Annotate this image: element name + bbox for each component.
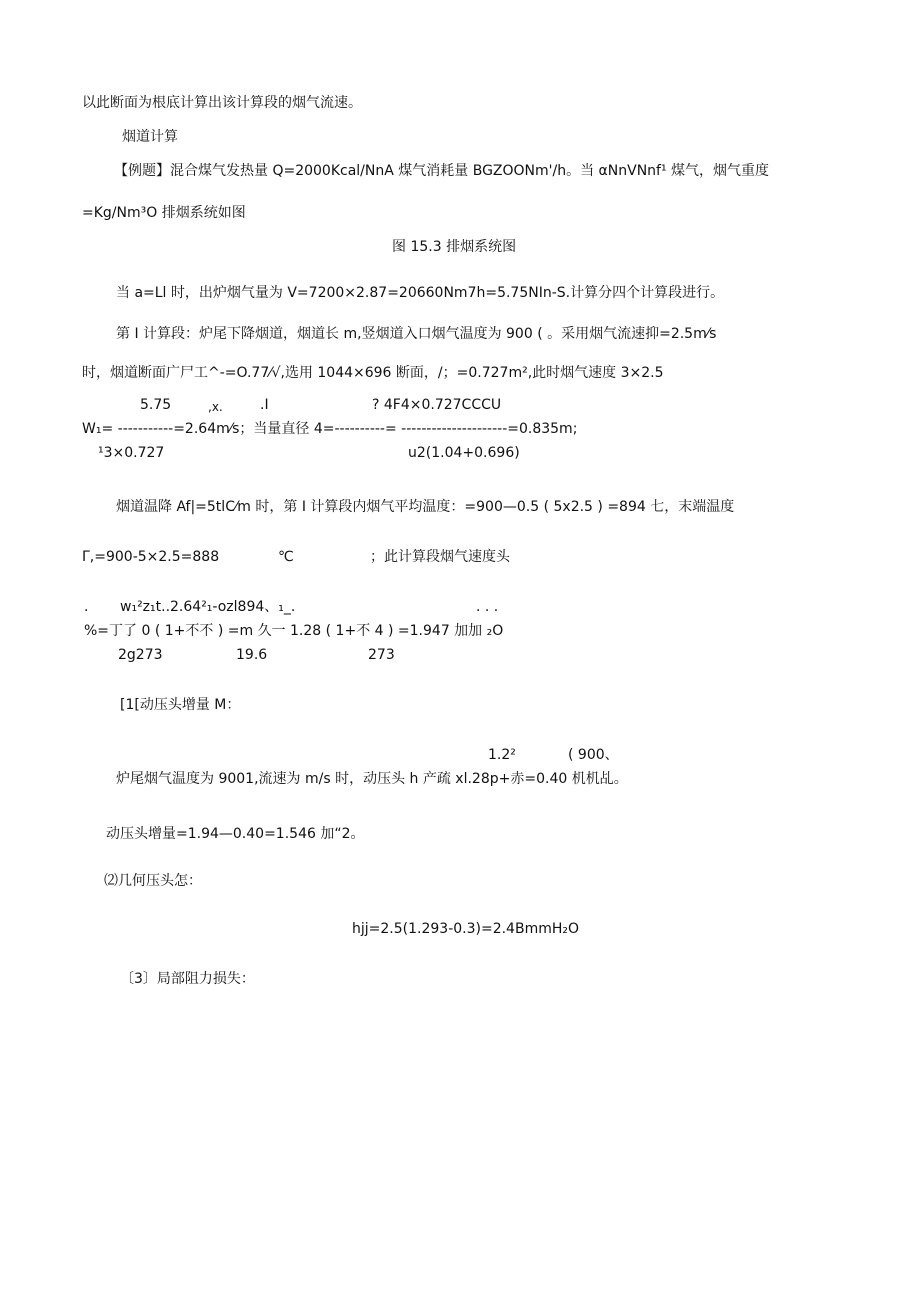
formula-fragment: . [84, 599, 89, 615]
example-line-2: =Kg/Nm³O 排烟系统如图 [82, 205, 246, 221]
paragraph-temperature-drop: 烟道温降 Af|=5tlC⁄m 时，第 I 计算段内烟气平均温度：=900—0.5 ( 5x2.5 ) =894 七，末端温度 [116, 499, 735, 515]
paragraph-section-1-cont: 时，烟道断面广尸工^-=O.77⁄√,选用 1044×696 断面，/；=0.727m²,此时烟气速度 3×2.5 [82, 365, 664, 381]
formula-denominator: 19.6 [236, 647, 268, 663]
formula-end-temp: Γ,=900-5×2.5=888 [82, 549, 220, 565]
unit-celsius: ℃ [278, 549, 294, 565]
subheading-dynamic-pressure: [1[动压头增量 M： [120, 697, 241, 713]
subheading-geometric-pressure: ⑵几何压头怎： [104, 873, 202, 889]
paragraph-gas-volume: 当 a=Ll 时，出炉烟气量为 V=7200×2.87=20660Nm7h=5.75NIn-S.计算分四个计算段进行。 [116, 285, 725, 301]
formula-numerator: ? 4F4×0.727CCCU [372, 397, 502, 413]
paragraph-intro: 以此断面为根底计算出该计算段的烟气流速。 [82, 95, 362, 111]
formula-numerator: w₁²z₁t..2.64²₁-ozl894、₁_. [120, 599, 296, 615]
formula-denominator: 273 [368, 647, 395, 663]
formula-denominator: 2g273 [118, 647, 163, 663]
formula-fragment: ,x. [208, 400, 223, 414]
paragraph-pressure-increment: 动压头增量=1.94—0.40=1.546 加“2。 [106, 826, 365, 842]
formula-denominator: u2(1.04+0.696) [408, 445, 520, 461]
formula-numerator: 5.75 [140, 397, 172, 413]
formula-denominator: ¹3×0.727 [98, 445, 165, 461]
formula-geometric-pressure: hjj=2.5(1.293-0.3)=2.4BmmH₂O [352, 921, 580, 937]
example-line-1: 【例题】混合煤气发热量 Q=2000Kcal/NnA 煤气消耗量 BGZOONm'/h。当 αNnVNnf¹ 煤气，烟气重度 [114, 163, 770, 179]
formula-fragment: ( 900、 [568, 747, 619, 763]
formula-main: %=丁了 0 ( 1+不不 ) =m 久一 1.28 ( 1+不 4 ) =1.947 加加 ₂O [84, 623, 504, 639]
paragraph-dynamic-pressure: 炉尾烟气温度为 9001,流速为 m/s 时，动压头 h 产疏 xl.28p+赤=0.40 机机乩。 [116, 771, 628, 787]
paragraph-section-1: 第 I 计算段：炉尾下降烟道，烟道长 m,竖烟道入口烟气温度为 900 ( 。采用烟气流速抑=2.5m⁄s [116, 326, 717, 342]
figure-caption: 图 15.3 排烟系统图 [392, 239, 517, 255]
formula-fragment: .I [260, 397, 269, 413]
formula-main: W₁= -----------=2.64m⁄s；当量直径 4=----------= ---------------------=0.835m; [82, 421, 578, 437]
formula-fragment: . . . [476, 599, 499, 615]
subheading-local-resistance: 〔3〕局部阻力损失： [120, 971, 255, 987]
formula-fragment: 1.2² [488, 747, 516, 763]
section-heading: 烟道计算 [122, 129, 178, 145]
text-velocity-head: ；此计算段烟气速度头 [370, 549, 510, 565]
